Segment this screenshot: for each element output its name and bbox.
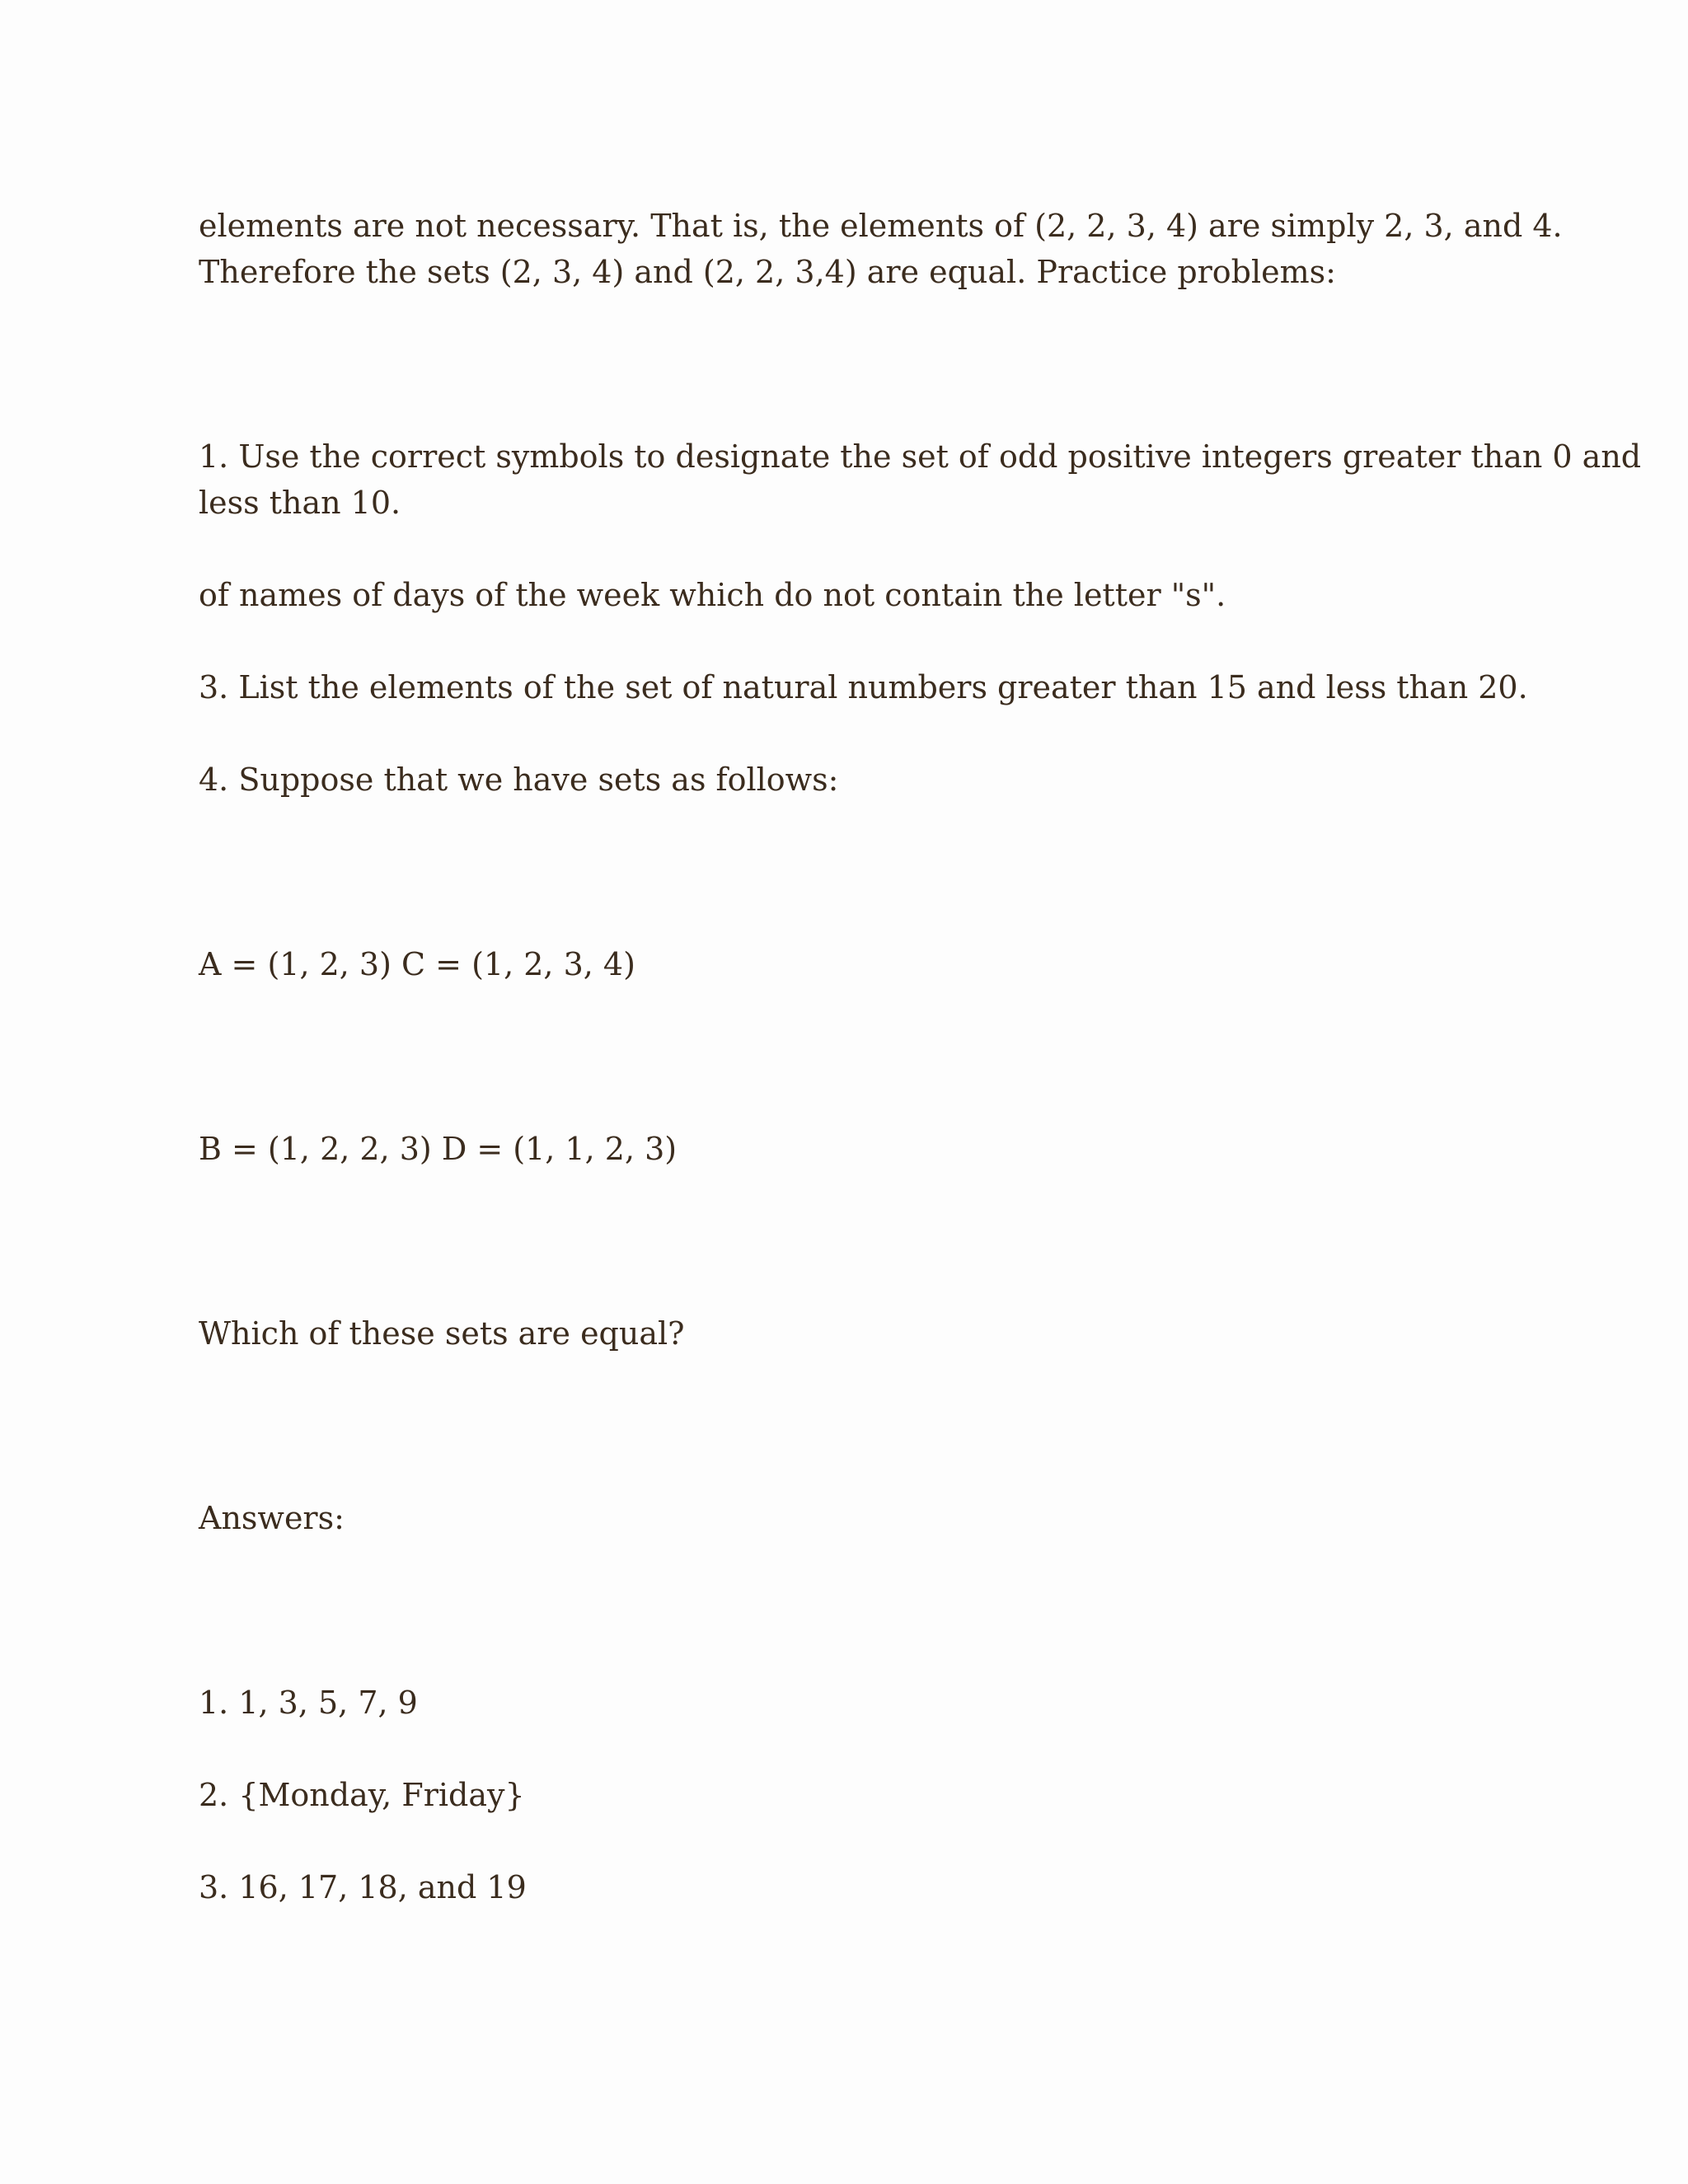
answer-2: 2. {Monday, Friday} <box>199 1777 525 1813</box>
problem-4: 4. Suppose that we have sets as follows: <box>199 762 839 798</box>
answers-heading: Answers: <box>199 1500 345 1536</box>
answer-1: 1. 1, 3, 5, 7, 9 <box>199 1685 418 1721</box>
problem-1-line-2: less than 10. <box>199 485 401 521</box>
problem-4-question: Which of these sets are equal? <box>199 1315 685 1352</box>
intro-line-1: elements are not necessary. That is, the elements of (2, 2, 3, 4) are simply 2, 3, and 4. <box>199 208 1563 244</box>
problem-1-line-1: 1. Use the correct symbols to designate the set of odd positive integers greater than 0 and <box>199 438 1642 475</box>
answer-3: 3. 16, 17, 18, and 19 <box>199 1869 527 1905</box>
intro-line-2: Therefore the sets (2, 3, 4) and (2, 2, 3,4) are equal. Practice problems: <box>199 254 1336 290</box>
problem-2: of names of days of the week which do not contain the letter "s". <box>199 577 1226 613</box>
problem-3: 3. List the elements of the set of natural numbers greater than 15 and less than 20. <box>199 669 1528 705</box>
sets-b-d: B = (1, 2, 2, 3) D = (1, 1, 2, 3) <box>199 1131 678 1167</box>
sets-a-c: A = (1, 2, 3) C = (1, 2, 3, 4) <box>199 946 635 982</box>
